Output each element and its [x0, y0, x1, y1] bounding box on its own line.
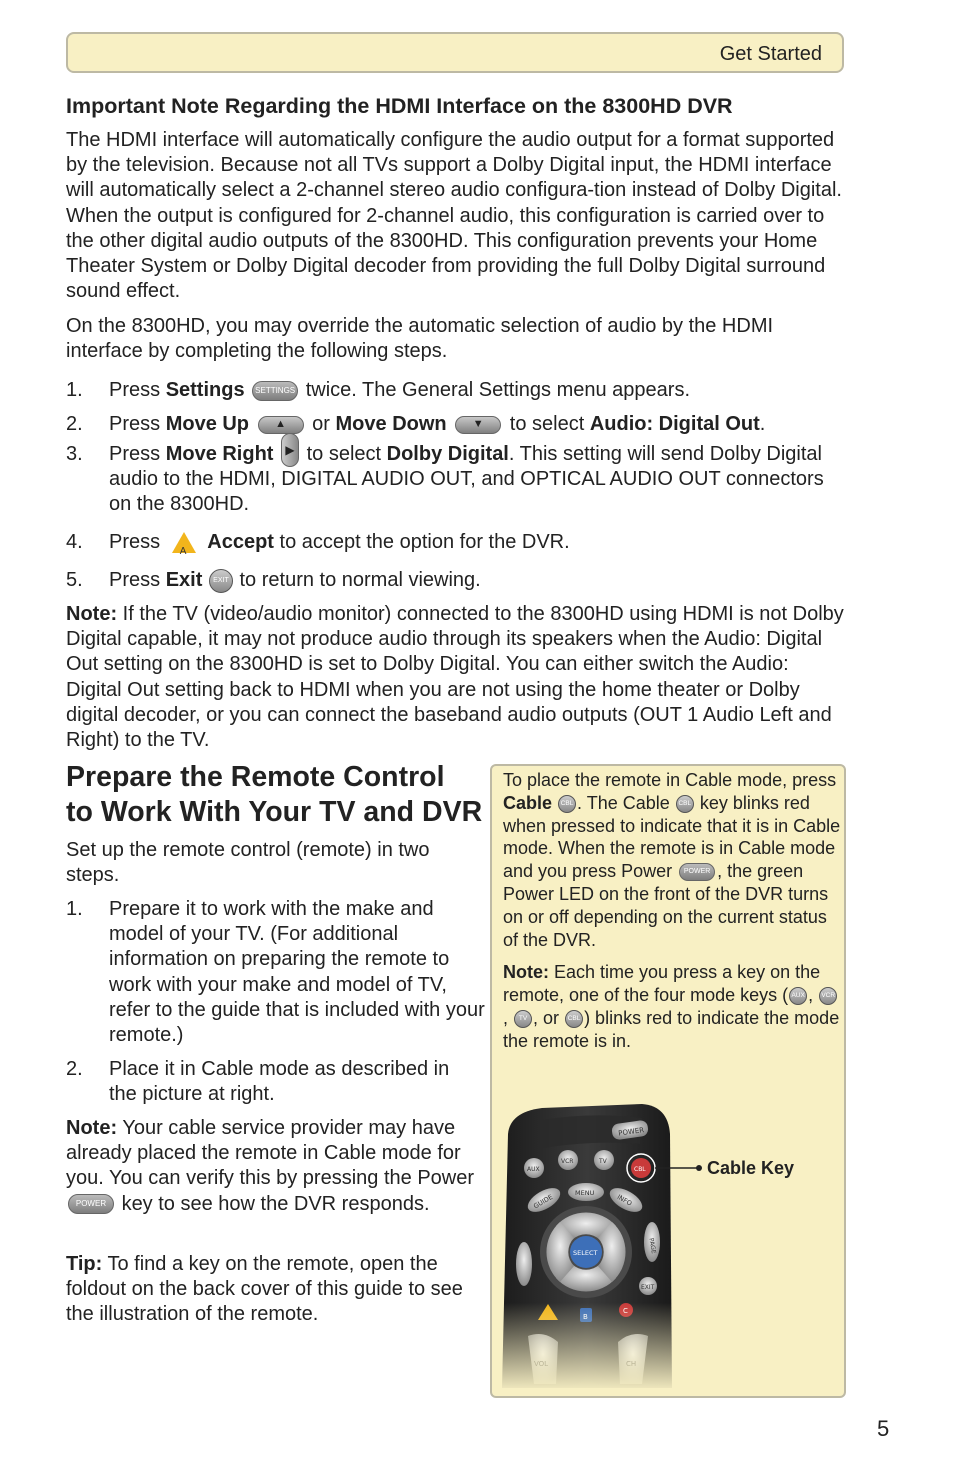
note-label: Note:: [66, 1117, 118, 1139]
move-down-key-label: Move Down: [335, 413, 447, 435]
remote-intro: Set up the remote control (remote) in two steps.: [66, 839, 430, 887]
tip-label: Tip:: [66, 1253, 103, 1275]
section-header-bar: [66, 32, 844, 73]
step-number: 1.: [66, 379, 83, 401]
step-number: 2.: [66, 413, 83, 435]
dolby-digital-label: Dolby Digital: [386, 443, 509, 465]
audio-digital-out-label: Audio: Digital Out: [589, 413, 760, 435]
remote-note: Note: Your cable service provider may have already placed the remote in Cable mode for you. You can verify this by pressing the Power POWER key to see how the DVR responds.: [66, 1117, 475, 1215]
step-number: 4.: [66, 531, 83, 553]
page-number: 5: [877, 1416, 890, 1441]
remote-control-image: [502, 1104, 674, 1388]
aux-key-icon: AUX: [789, 987, 807, 1005]
mode-keys-note: Note: Each time you press a key on the remote, one of the four mode keys ( AUX , VCR, TV , or CBL ) blinks red to indicate the mode the remote is in.: [503, 962, 840, 1051]
exit-key-label: Exit: [165, 569, 203, 591]
note-label: Note:: [66, 603, 118, 625]
move-right-key-label: Move Right: [165, 443, 274, 465]
settings-key-label: Settings: [165, 379, 245, 401]
cable-mode-instructions: To place the remote in Cable mode, press Cable CBL . The Cable CBL key blinks red when pressed to indicate that it is in Cable mode. When the remote is in Cable mode and you press Power POWER , the green Power LED on the front of the DVR turns on or off depending on the current status of the DVR.: [503, 770, 841, 950]
cable-key-callout-line: [655, 1160, 707, 1176]
step-text: Prepare it to work with the make and model of your TV. (For additional information on preparing the remote to work with your make and model of TV, refer to the guide that is included with your remote.): [109, 898, 485, 1047]
hdmi-heading: Important Note Regarding the HDMI Interface on the 8300HD DVR: [66, 94, 733, 118]
note-text: If the TV (video/audio monitor) connected to the 8300HD using HDMI is not Dolby Digital capable, it may not produce audio through its speakers when the Audio: Digital Out setting on the 8300HD is set to Dolby Digital. You can either switch the Audio: Digital Out setting back to HDMI when you are not using the home theater or Dolby digital decoder, or you can connect the baseband audio outputs (OUT 1 Audio Left and Right) to the TV.: [66, 603, 844, 752]
hdmi-paragraph-1: The HDMI interface will automatically configure the audio output for a format supported by the television. Because not all TVs support a Dolby Digital input, the HDMI interface will automatically select a 2-channel stereo audio configura-tion instead of Dolby Digital. When the output is configured for 2-channel audio, this configuration is carried over to the other digital audio outputs of the 8300HD. This configuration prevents your Home Theater System or Dolby Digital decoder from providing the full Dolby Digital surround sound effect.: [66, 129, 842, 303]
power-key-icon: POWER: [68, 1194, 114, 1214]
settings-key-icon: SETTINGS: [252, 381, 298, 401]
move-up-key-label: Move Up: [165, 413, 250, 435]
chevron-down-icon: ▼: [455, 416, 501, 434]
exit-key-icon: EXIT: [209, 569, 233, 593]
tv-key-icon: TV: [514, 1010, 532, 1028]
vcr-key-icon: VCR: [819, 987, 837, 1005]
power-key-icon: POWER: [679, 863, 715, 881]
remote-control-illustration: [502, 1104, 674, 1388]
cbl-key-icon: CBL: [565, 1010, 583, 1028]
step-number: 1.: [66, 898, 83, 920]
accept-triangle-icon: A: [172, 532, 196, 553]
chevron-up-icon: ▲: [258, 416, 304, 434]
cable-key-callout-label: Cable Key: [707, 1158, 795, 1178]
cbl-key-icon: CBL: [558, 795, 576, 813]
step-number: 3.: [66, 443, 83, 465]
step-text: Place it in Cable mode as described in the picture at right.: [109, 1058, 450, 1106]
section-title: Get Started: [719, 43, 822, 65]
step-number: 2.: [66, 1058, 83, 1080]
cbl-key-icon: CBL: [676, 795, 694, 813]
remote-tip: Tip: To find a key on the remote, open the foldout on the back cover of this guide to see the illustration of the remote.: [66, 1253, 463, 1326]
accept-key-label: Accept: [207, 531, 274, 553]
hdmi-paragraph-2: On the 8300HD, you may override the automatic selection of audio by the HDMI interface by completing the following steps.: [66, 315, 774, 363]
chevron-right-icon: ▶: [281, 433, 299, 467]
step-number: 5.: [66, 569, 83, 591]
remote-heading: Prepare the Remote Control to Work With Your TV and DVR: [66, 761, 483, 828]
hdmi-note: [66, 602, 848, 753]
